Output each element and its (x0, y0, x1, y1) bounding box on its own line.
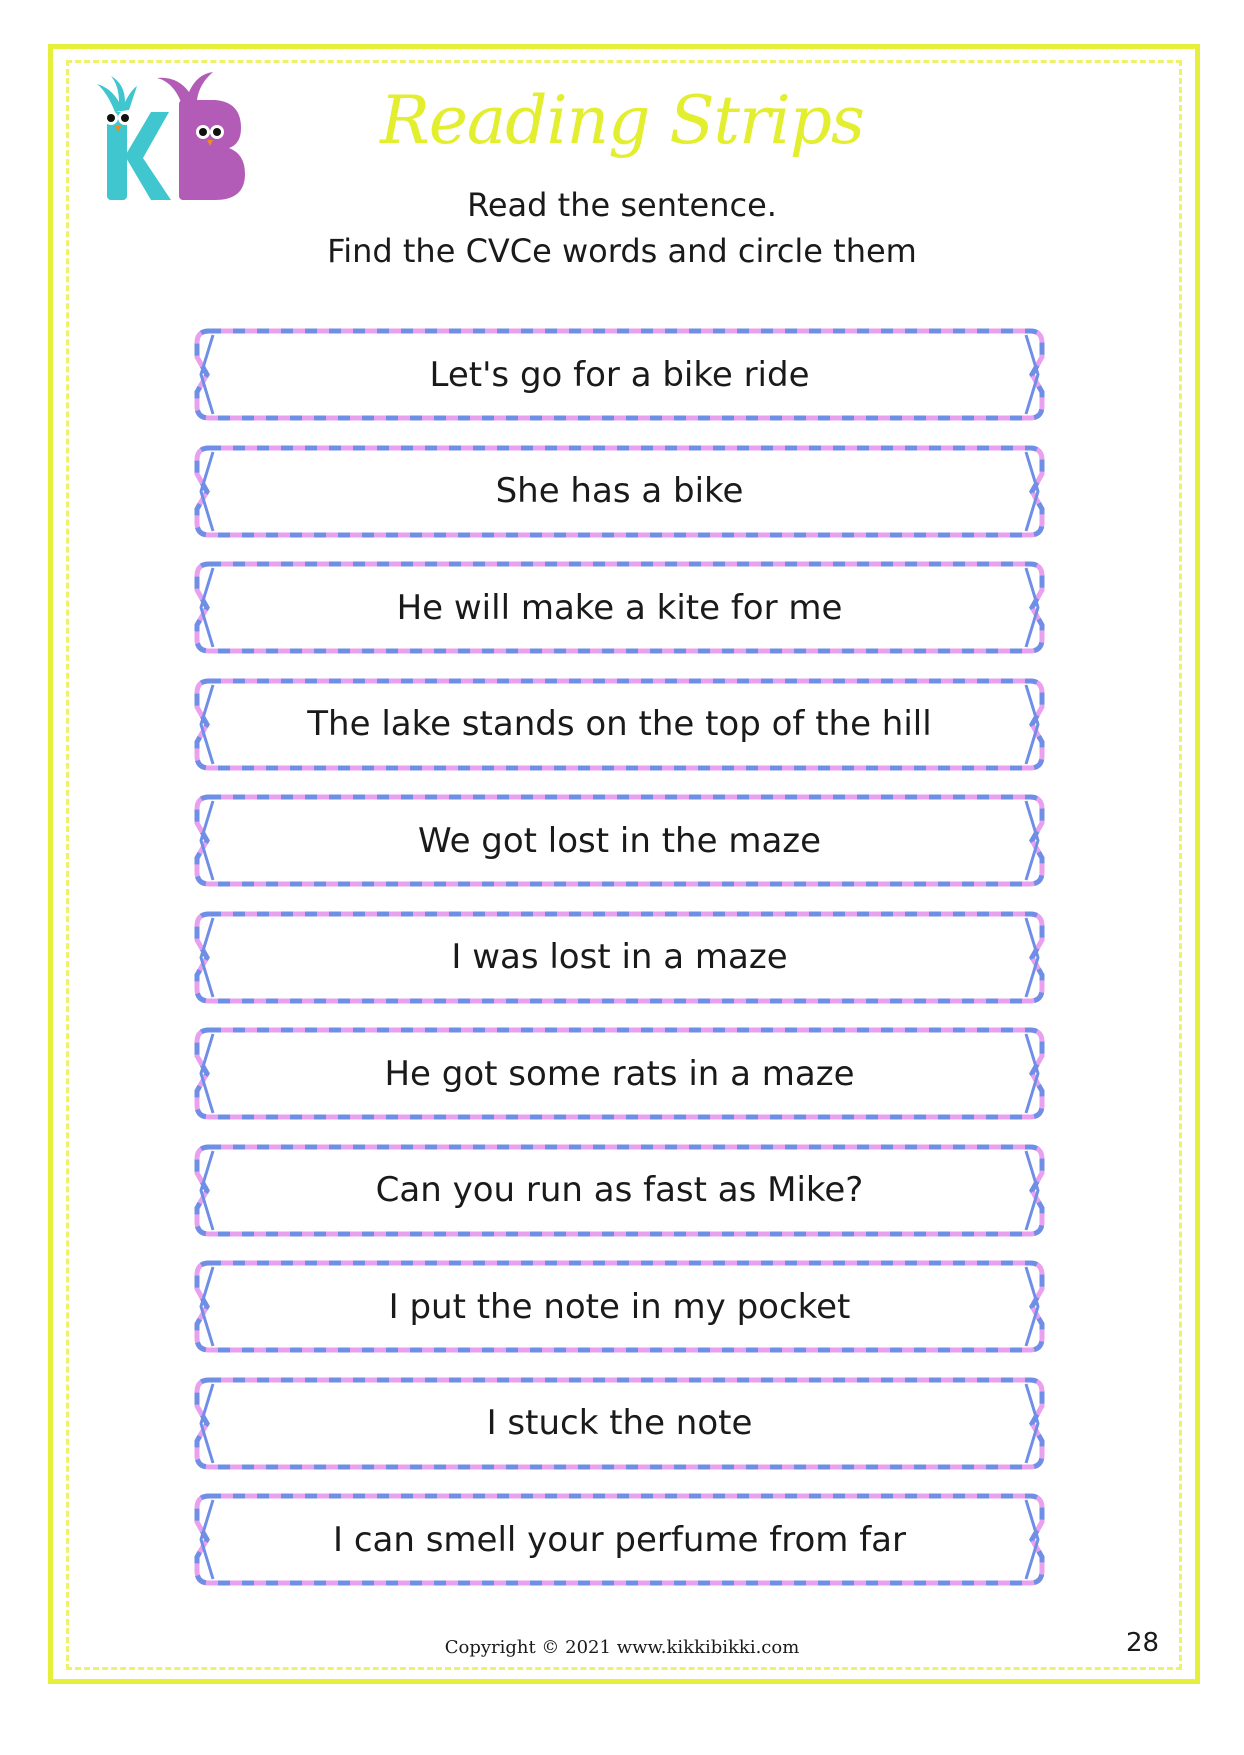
strip-sentence: Let's go for a bike ride (429, 354, 810, 395)
strip-sentence: We got lost in the maze (417, 820, 822, 861)
page-title: Reading Strips (380, 82, 864, 159)
reading-strip (193, 677, 1046, 772)
reading-strip (193, 1143, 1046, 1238)
strip-sentence: He got some rats in a maze (384, 1053, 855, 1094)
reading-strip (193, 793, 1046, 888)
strip-sentence: I stuck the note (486, 1403, 753, 1443)
strip-sentence: Can you run as fast as Mike? (375, 1170, 864, 1210)
page-number: 28 (1126, 1628, 1160, 1658)
copyright-text: Copyright © 2021 www.kikkibikki.com (444, 1637, 800, 1658)
strip-sentence: He will make a kite for me (396, 587, 843, 628)
reading-strip (193, 327, 1046, 422)
reading-strip (193, 1026, 1046, 1121)
reading-strip (193, 910, 1046, 1005)
strip-sentence: The lake stands on the top of the hill (307, 704, 932, 744)
reading-strip (193, 560, 1046, 655)
instruction-line-2: Find the CVCe words and circle them (327, 232, 917, 270)
instruction-line-1: Read the sentence. (467, 186, 777, 224)
reading-strip (193, 1492, 1046, 1587)
reading-strip (193, 1376, 1046, 1471)
reading-strip (193, 444, 1046, 539)
strip-sentence: I put the note in my pocket (388, 1286, 851, 1327)
strip-sentence: I was lost in a maze (451, 937, 788, 977)
reading-strip (193, 1259, 1046, 1354)
strip-sentence: She has a bike (495, 471, 744, 511)
strip-sentence: I can smell your perfume from far (333, 1519, 906, 1560)
